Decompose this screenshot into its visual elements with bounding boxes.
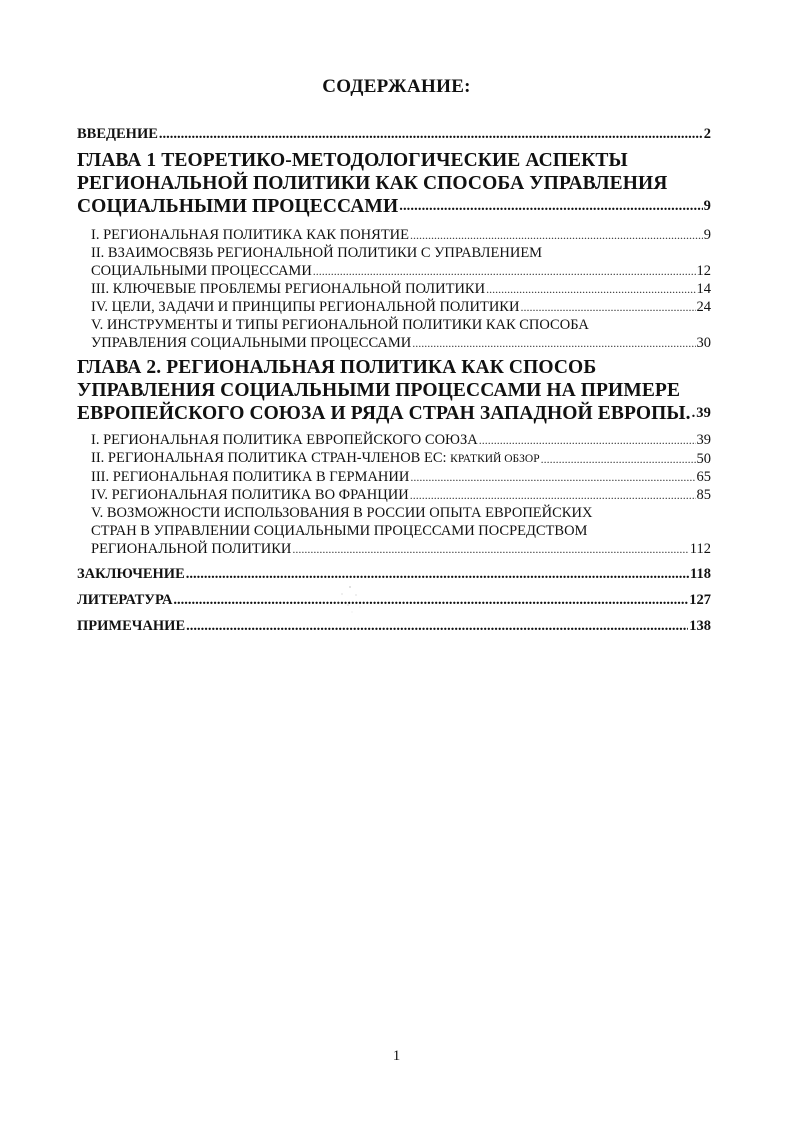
leader-dots [692,402,696,425]
toc-section-1-5[interactable] [77,316,711,352]
toc-section-label: I. РЕГИОНАЛЬНАЯ ПОЛИТИКА ЕВРОПЕЙСКОГО СОЮЗА [91,432,478,448]
leader-dots [399,195,702,218]
toc-section-2-1[interactable] [77,431,711,449]
toc-section-2-2[interactable] [77,449,711,468]
table-of-contents [77,126,711,635]
leader-dots [173,592,688,609]
toc-section-2-4[interactable] [77,486,711,504]
chapter-title-line: ГЛАВА 2. РЕГИОНАЛЬНАЯ ПОЛИТИКА КАК СПОСОБ [77,357,597,378]
leader-dots [186,618,688,635]
chapter-2-sections [77,431,711,558]
page-title: СОДЕРЖАНИЕ: [322,76,471,97]
toc-section-label: IV. ЦЕЛИ, ЗАДАЧИ И ПРИНЦИПЫ РЕГИОНАЛЬНОЙ ПОЛИТИКИ [91,299,520,315]
leader-dots [410,486,696,504]
toc-section-2-5[interactable] [77,504,711,558]
toc-section-label: V. ИНСТРУМЕНТЫ И ТИПЫ РЕГИОНАЛЬНОЙ ПОЛИТИКИ КАК СПОСОБА [91,317,589,333]
leader-dots [479,431,696,449]
toc-section-label: РЕГИОНАЛЬНОЙ ПОЛИТИКИ [91,541,292,557]
toc-page-number: 24 [696,299,711,315]
toc-entry-label: ЗАКЛЮЧЕНИЕ [77,566,185,582]
toc-page-number: 14 [696,281,711,297]
toc-entry-label: ВВЕДЕНИЕ [77,126,158,142]
toc-page-number: 39 [696,432,711,448]
leader-dots [292,540,688,558]
toc-section-1-1[interactable] [77,226,711,244]
toc-section-1-3[interactable] [77,280,711,298]
toc-entry-literature[interactable] [77,592,711,609]
chapter-title-line: ГЛАВА 1 ТЕОРЕТИКО-МЕТОДОЛОГИЧЕСКИЕ АСПЕКТЫ [77,150,628,171]
toc-section-2-3[interactable] [77,468,711,486]
toc-page-number: 65 [696,469,711,485]
leader-dots [410,468,695,486]
toc-section-label: СОЦИАЛЬНЫМИ ПРОЦЕССАМИ [91,263,312,279]
toc-entry-introduction[interactable] [77,126,711,143]
page-number: 1 [392,1048,401,1064]
toc-page-number: 2 [703,126,711,142]
toc-page-number: 30 [696,335,711,351]
leader-dots [486,280,695,298]
toc-section-label: СТРАН В УПРАВЛЕНИИ СОЦИАЛЬНЫМИ ПРОЦЕССАМИ ПОСРЕДСТВОМ [91,523,588,539]
leader-dots [313,262,696,280]
toc-section-label: IV. РЕГИОНАЛЬНАЯ ПОЛИТИКА ВО ФРАНЦИИ [91,487,409,503]
leader-dots [159,126,703,143]
toc-section-1-4[interactable] [77,298,711,316]
chapter-1-sections [77,226,711,352]
chapter-title-line: СОЦИАЛЬНЫМИ ПРОЦЕССАМИ [77,196,399,217]
leader-dots [412,334,695,352]
toc-section-label: III. РЕГИОНАЛЬНАЯ ПОЛИТИКА В ГЕРМАНИИ [91,469,410,485]
toc-section-label-small: КРАТКИЙ ОБЗОР [450,453,540,465]
toc-page-number: 118 [690,566,711,582]
toc-entry-conclusion[interactable] [77,566,711,583]
toc-entry-label: ПРИМЕЧАНИЕ [77,618,186,634]
toc-chapter-2[interactable] [77,356,711,425]
toc-page-number: 112 [689,541,711,557]
toc-page-number: 12 [696,263,711,279]
toc-section-label: V. ВОЗМОЖНОСТИ ИСПОЛЬЗОВАНИЯ В РОССИИ ОПЫТА ЕВРОПЕЙСКИХ [91,505,593,521]
toc-page-number: 138 [689,618,711,634]
chapter-title-line: ЕВРОПЕЙСКОГО СОЮЗА И РЯДА СТРАН ЗАПАДНОЙ ЕВРОПЫ. [77,403,691,424]
toc-section-label: I. РЕГИОНАЛЬНАЯ ПОЛИТИКА КАК ПОНЯТИЕ [91,227,410,243]
chapter-title-line: УПРАВЛЕНИЯ СОЦИАЛЬНЫМИ ПРОЦЕССАМИ НА ПРИМЕРЕ [77,380,681,401]
leader-dots [541,450,696,468]
toc-page-number: 9 [703,227,711,243]
toc-page-number: 127 [689,592,711,608]
toc-chapter-1[interactable] [77,149,711,218]
toc-section-label: УПРАВЛЕНИЯ СОЦИАЛЬНЫМИ ПРОЦЕССАМИ [91,335,412,351]
chapter-title-line: РЕГИОНАЛЬНОЙ ПОЛИТИКИ КАК СПОСОБА УПРАВЛЕНИЯ [77,173,668,194]
leader-dots [186,566,689,583]
toc-page-number: 50 [696,451,711,467]
toc-entry-label: ЛИТЕРАТУРА [77,592,173,608]
toc-page-number: 39 [696,405,711,421]
toc-section-label: II. ВЗАИМОСВЯЗЬ РЕГИОНАЛЬНОЙ ПОЛИТИКИ С УПРАВЛЕНИЕМ [91,245,543,261]
leader-dots [520,298,695,316]
scan-artifact [330,585,370,615]
toc-page-number: 9 [703,198,711,214]
toc-section-1-2[interactable] [77,244,711,280]
toc-page-number: 85 [696,487,711,503]
leader-dots [410,226,703,244]
toc-entry-notes[interactable] [77,618,711,635]
toc-section-label: II. РЕГИОНАЛЬНАЯ ПОЛИТИКА СТРАН-ЧЛЕНОВ ЕС: [91,450,447,466]
toc-section-label: III. КЛЮЧЕВЫЕ ПРОБЛЕМЫ РЕГИОНАЛЬНОЙ ПОЛИТИКИ [91,281,486,297]
